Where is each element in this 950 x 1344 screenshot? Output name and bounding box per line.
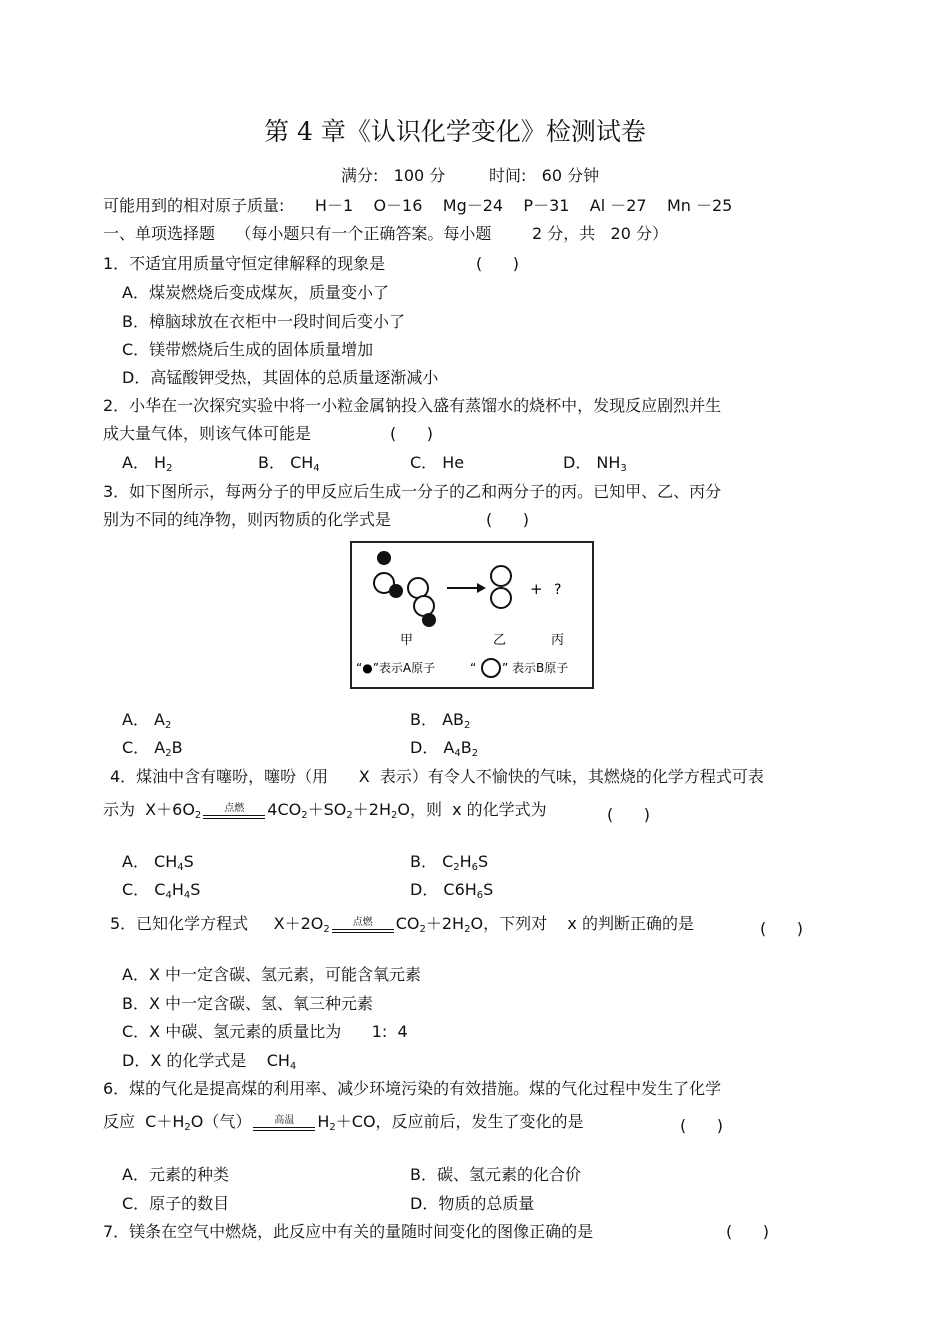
q4-option-d: D． $C6H_6S$	[410, 880, 494, 901]
reaction-condition-ignite: 点燃	[203, 803, 265, 819]
unknown-product: ?	[554, 582, 562, 598]
legend-a-atom: “●”表示A原子	[356, 661, 436, 675]
q4-option-a: A． $CH_4S$	[122, 852, 194, 873]
arrow-head-icon	[477, 583, 486, 593]
q7-stem: 7．镁条在空气中燃烧，此反应中有关的量随时间变化的图像正确的是	[103, 1222, 594, 1241]
q4-stem-line1: 4．煤油中含有噻吩，噻吩（用 X 表示）有令人不愉快的气味，其燃烧的化学方程式可表	[110, 767, 764, 786]
q4-option-c: C． $C_4H_4S$	[122, 880, 201, 901]
label-jia: 甲	[400, 633, 414, 648]
b-atom	[491, 566, 511, 586]
b-atom	[491, 588, 511, 608]
q5-option-c: C．X 中碳、氢元素的质量比为 1: 4	[122, 1022, 408, 1041]
q3-option-d: D． $A_4B_2$	[410, 738, 479, 759]
q2-answer-blank: ( )	[390, 424, 433, 443]
reaction-condition-high-temp: 高温	[253, 1115, 315, 1131]
time-limit: 时间: 60 分钟	[489, 166, 600, 185]
q3-option-b: B． $AB_2$	[410, 710, 471, 731]
plus-sign: +	[530, 580, 543, 598]
q2-option-c: C． He	[410, 453, 465, 472]
q7-answer-blank: ( )	[726, 1222, 769, 1241]
label-yi: 乙	[493, 633, 507, 648]
page-title: 第 4 章《认识化学变化》检测试卷	[264, 117, 646, 146]
label-bing: 丙	[551, 633, 565, 648]
q6-option-d: D．物质的总质量	[410, 1194, 535, 1213]
reaction-diagram	[350, 541, 594, 689]
q2-stem-line2: 成大量气体，则该气体可能是	[103, 424, 312, 443]
q6-stem-line1: 6．煤的气化是提高煤的利用率、减少环境污染的有效措施。煤的气化过程中发生了化学	[103, 1079, 722, 1098]
q3-stem-line2: 别为不同的纯净物，则丙物质的化学式是	[103, 510, 392, 529]
b-atom	[408, 578, 428, 598]
a-atom	[389, 584, 403, 598]
q6-answer-blank: ( )	[680, 1116, 723, 1135]
q1-option-b: B．樟脑球放在衣柜中一段时间后变小了	[122, 312, 405, 331]
b-atom	[414, 596, 434, 616]
q6-option-c: C．原子的数目	[122, 1194, 230, 1213]
legend-b-prefix: “	[470, 661, 477, 675]
q5-equation: 5．已知化学方程式 $X+2O_2$ 点燃 $CO_2+2H_2O$，下列对 x 的判断正确的是	[110, 914, 694, 935]
a-atom	[422, 613, 436, 627]
q1-stem: 1．不适宜用质量守恒定律解释的现象是	[103, 254, 386, 273]
reaction-diagram-svg	[352, 543, 592, 687]
q5-option-d: D．X 的化学式是 $CH_4$	[122, 1051, 297, 1072]
a-atom	[377, 551, 391, 565]
q6-option-b: B．碳、氢元素的化合价	[410, 1165, 581, 1184]
reaction-condition-ignite: 点燃	[332, 917, 394, 933]
q1-option-d: D．高锰酸钾受热，其固体的总质量逐渐减小	[122, 368, 439, 387]
q2-option-b: B． $CH_4$	[258, 453, 320, 474]
atomic-masses: 可能用到的相对原子质量: H－1 O－16 Mg－24 P－31 Al －27 Mn －25	[103, 196, 733, 215]
q6-option-a: A．元素的种类	[122, 1165, 229, 1184]
legend-b-atom: ” 表示B原子	[502, 661, 569, 675]
q1-option-a: A．煤炭燃烧后变成煤灰，质量变小了	[122, 283, 389, 302]
q4-answer-blank: ( )	[607, 805, 650, 824]
q2-stem-line1: 2．小华在一次探究实验中将一小粒金属钠投入盛有蒸馏水的烧杯中，发现反应剧烈并生	[103, 396, 722, 415]
q1-answer-blank: ( )	[476, 254, 519, 273]
q5-answer-blank: ( )	[760, 919, 803, 938]
section-heading: 一、单项选择题 （每小题只有一个正确答案。每小题 2 分，共 20 分）	[103, 224, 669, 243]
q5-option-b: B．X 中一定含碳、氢、氧三种元素	[122, 994, 374, 1013]
full-score: 满分: 100 分	[341, 166, 446, 185]
legend-b-circle-icon	[482, 659, 500, 677]
q3-option-a: A． $A_2$	[122, 710, 172, 731]
q4-equation: 示为 $X+6O_2$ 点燃 $4CO_2+SO_2+2H_2O$，则 x 的化学式为	[103, 800, 547, 821]
q6-equation: 反应 $C+H_2O$（气） 高温 $H_2+CO$，反应前后，发生了变化的是	[103, 1112, 584, 1133]
q4-option-b: B． $C_2H_6S$	[410, 852, 489, 873]
q3-stem-line1: 3．如下图所示，每两分子的甲反应后生成一分子的乙和两分子的丙。已知甲、乙、丙分	[103, 482, 722, 501]
q1-option-c: C．镁带燃烧后生成的固体质量增加	[122, 340, 374, 359]
q5-option-a: A．X 中一定含碳、氢元素，可能含氧元素	[122, 965, 421, 984]
q3-option-c: C． $A_2B$	[122, 738, 183, 759]
q2-option-d: D． $NH_3$	[563, 453, 627, 474]
q2-option-a: A． $H_2$	[122, 453, 173, 474]
q3-answer-blank: ( )	[486, 510, 529, 529]
